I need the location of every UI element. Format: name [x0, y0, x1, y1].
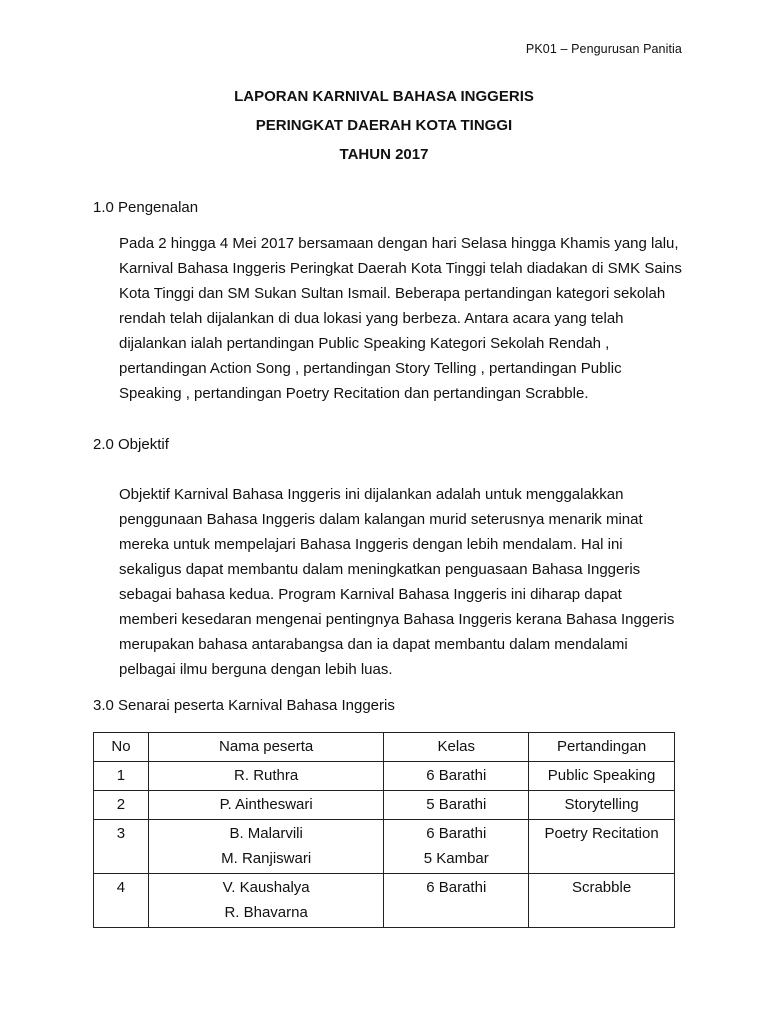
participant-name: B. Malarvili	[229, 825, 303, 842]
row-no: 4	[94, 874, 149, 928]
column-header-no: No	[94, 733, 149, 762]
table-row	[94, 874, 675, 928]
report-subtitle: PERINGKAT DAERAH KOTA TINGGI	[255, 117, 513, 134]
participant-name: M. Ranjiswari	[221, 850, 312, 867]
participant-class: 6 Barathi	[426, 879, 487, 896]
column-header-competition: Pertandingan	[529, 733, 675, 762]
participant-name: R. Bhavarna	[224, 904, 308, 921]
report-title: LAPORAN KARNIVAL BAHASA INGGERIS	[234, 88, 534, 105]
objective-paragraph: Objektif Karnival Bahasa Inggeris ini dijalankan adalah untuk menggalakkan penggunaan Bahasa Inggeris dalam kalangan murid seterusnya menarik minat mereka untuk mempelajari Bahasa Inggeris dengan lebih mendalam. Hal ini sekaligus dapat membantu dalam meningkatkan penguasaan Bahasa Inggeris sebagai bahasa kedua. Program Karnival Bahasa Inggeris ini diharap dapat memberi kesedaran mengenai pentingnya Bahasa Inggeris kerana Bahasa Inggeris merupakan bahasa antarabangsa dan ia dapat membantu dalam mendalami pelbagai ilmu berguna dengan lebih luas.	[119, 486, 675, 678]
table-row	[94, 820, 675, 874]
page-header: PK01 – Pengurusan Panitia	[525, 42, 682, 56]
row-name	[148, 762, 384, 791]
participant-name: P. Aintheswari	[219, 796, 313, 813]
participant-class: 6 Barathi	[426, 825, 487, 842]
row-competition: Poetry Recitation	[529, 820, 675, 874]
section-heading-participants: 3.0 Senarai peserta Karnival Bahasa Inggeris	[93, 697, 395, 714]
participant-name: V. Kaushalya	[222, 879, 310, 896]
section-heading-objective: 2.0 Objektif	[93, 436, 169, 453]
row-class	[384, 762, 529, 791]
row-name	[148, 791, 384, 820]
section-body-objective	[119, 482, 684, 682]
column-header-name: Nama peserta	[148, 733, 384, 762]
participant-class: 6 Barathi	[426, 767, 487, 784]
row-competition: Scrabble	[529, 874, 675, 928]
section-heading-intro: 1.0 Pengenalan	[93, 199, 199, 216]
row-no: 2	[94, 791, 149, 820]
participant-class: 5 Kambar	[423, 850, 489, 867]
participants-table	[93, 732, 675, 928]
participant-name: R. Ruthra	[234, 767, 299, 784]
table-row	[94, 791, 675, 820]
row-name	[148, 820, 384, 874]
row-no: 1	[94, 762, 149, 791]
table-row	[94, 762, 675, 791]
row-no: 3	[94, 820, 149, 874]
row-class	[384, 820, 529, 874]
row-competition: Public Speaking	[529, 762, 675, 791]
report-year: TAHUN 2017	[339, 146, 429, 163]
participant-class: 5 Barathi	[426, 796, 487, 813]
row-competition: Storytelling	[529, 791, 675, 820]
row-class	[384, 791, 529, 820]
row-name	[148, 874, 384, 928]
intro-paragraph: Pada 2 hingga 4 Mei 2017 bersamaan dengan hari Selasa hingga Khamis yang lalu, Karnival Bahasa Inggeris Peringkat Daerah Kota Tinggi telah diadakan di SMK Sains Kota Tinggi dan SM Sukan Sultan Ismail. Beberapa pertandingan kategori sekolah rendah telah dijalankan di dua lokasi yang berbeza. Antara acara yang telah dijalankan ialah pertandingan Public Speaking Kategori Sekolah Rendah , pertandingan Action Song , pertandingan Story Telling , pertandingan Public Speaking , pertandingan Poetry Recitation dan pertandingan Scrabble.	[119, 235, 682, 402]
table-header-row	[94, 733, 675, 762]
column-header-class: Kelas	[384, 733, 529, 762]
row-class	[384, 874, 529, 928]
section-body-intro	[119, 231, 684, 406]
